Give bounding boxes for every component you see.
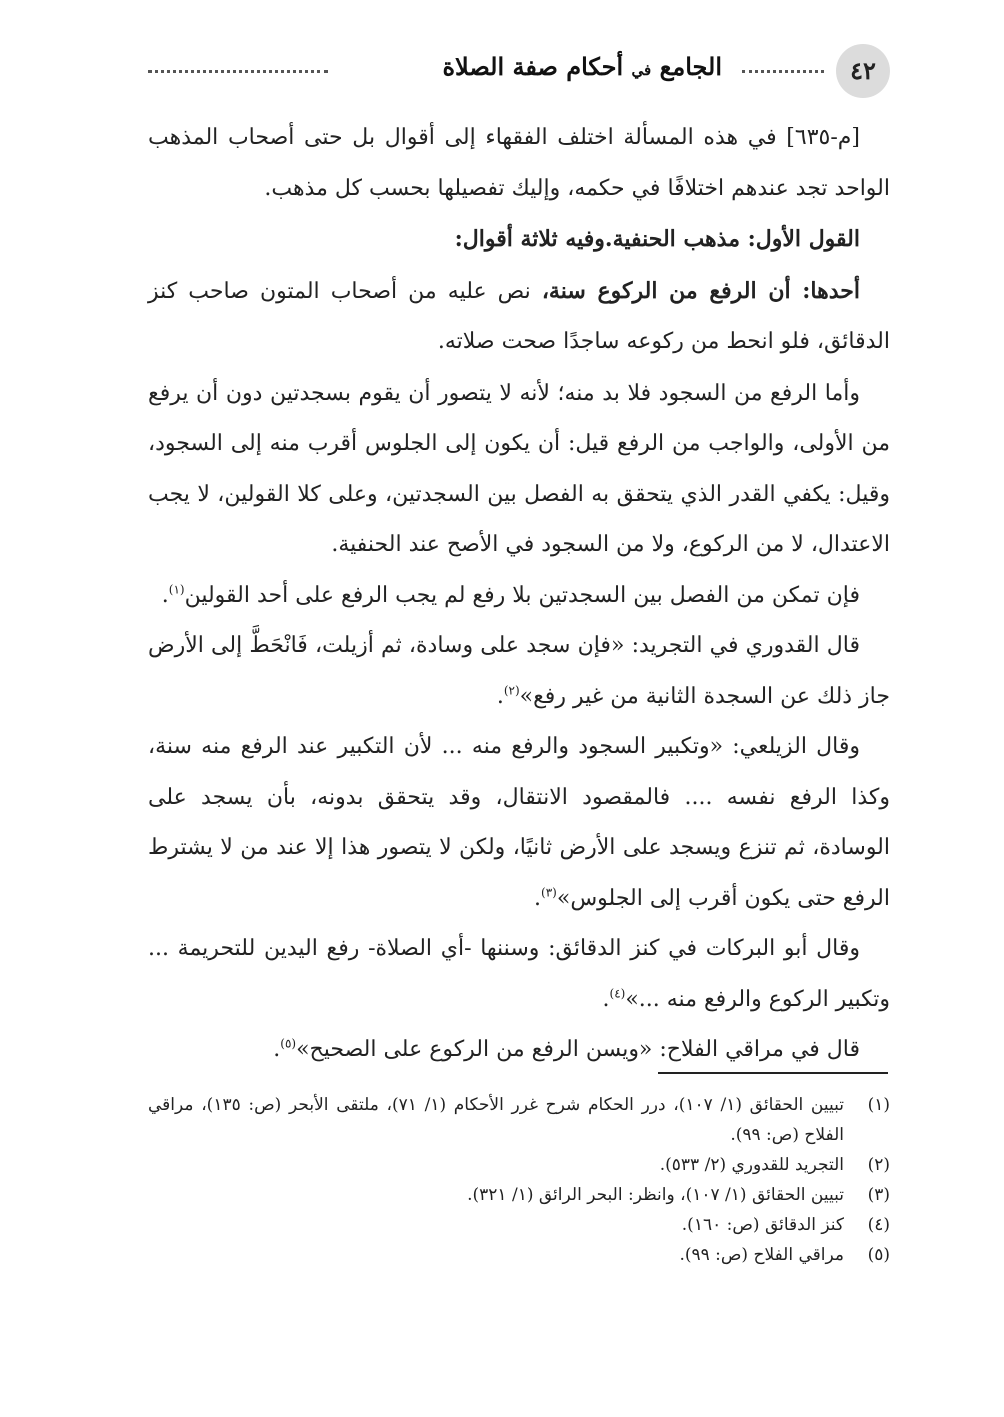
footnote-number: (٣) <box>867 1185 890 1205</box>
page-header <box>148 44 890 100</box>
footnote <box>148 1210 890 1240</box>
paragraph-text: وقال أبو البركات في كنز الدقائق: وسننها -أي الصلاة- رفع اليدين للتحريمة ... وتكبير الركوع والرفع منه ...» <box>148 936 890 1012</box>
book-title-rest: أحكام صفة الصلاة <box>442 52 632 81</box>
paragraph-end: . <box>496 683 504 709</box>
footnote-text: تبيين الحقائق (١/ ١٠٧)، درر الحكام شرح غرر الأحكام (١/ ٧١)، ملتقى الأبحر (ص: ١٣٥)، مراقي الفلاح (ص: ٩٩). <box>148 1095 844 1145</box>
paragraph-text: قال في مراقي الفلاح: «ويسن الرفع من الركوع على الصحيح» <box>296 1037 860 1062</box>
paragraph <box>148 368 890 571</box>
footnote-ref[interactable]: (٢) <box>503 683 520 698</box>
footnote <box>148 1180 890 1210</box>
section-heading: القول الأول: مذهب الحنفية.وفيه ثلاثة أقوال: <box>454 226 860 252</box>
footnote-text: تبيين الحقائق (١/ ١٠٧)، وانظر: البحر الرائق (١/ ٣٢١). <box>467 1185 844 1205</box>
footnote-text: مراقي الفلاح (ص: ٩٩). <box>679 1245 844 1265</box>
paragraph <box>148 1025 890 1076</box>
footnote-ref[interactable]: (٥) <box>280 1036 297 1051</box>
paragraph <box>148 571 890 622</box>
footnote-number: (٢) <box>867 1155 890 1175</box>
footnote <box>148 1150 890 1180</box>
paragraph <box>148 924 890 1025</box>
paragraph <box>148 621 890 722</box>
page-number: ٤٢ <box>836 44 890 98</box>
footnotes <box>148 1090 890 1270</box>
book-title-main: الجامع <box>651 52 722 81</box>
paragraph-end: . <box>273 1037 281 1062</box>
paragraph-text: وأما الرفع من السجود فلا بد منه؛ لأنه لا يتصور أن يقوم بسجدتين دون أن يرفع من الأولى، والواجب من الرفع قيل: أن يكون إلى الجلوس أقرب منه إلى السجود، وقيل: يكفي القدر الذي يتحقق به الفصل بين السجدتين، وعلى كلا القولين، لا يجب الاعتدال، لا من الركوع، ولا من السجود في الأصح عند الحنفية. <box>148 380 890 557</box>
footnote-number: (١) <box>867 1095 890 1115</box>
footnote-text: كنز الدقائق (ص: ١٦٠). <box>681 1215 844 1235</box>
book-title-fi: في <box>631 61 652 79</box>
footnote-ref[interactable]: (٤) <box>609 986 626 1001</box>
header-dots-left <box>148 70 328 73</box>
book-title <box>442 52 722 81</box>
paragraph-end: . <box>534 885 542 911</box>
paragraph <box>148 722 890 924</box>
main-text <box>148 112 890 1076</box>
paragraph-bold-lead: أحدها: أن الرفع من الركوع سنة، <box>541 277 860 304</box>
paragraph-text: [م-٦٣٥] في هذه المسألة اختلف الفقهاء إلى أقوال بل حتى أصحاب المذهب الواحد تجد عندهم اختلافًا في حكمه، وإليك تفصيلها بحسب كل مذهب. <box>148 125 890 201</box>
paragraph-text: نص عليه من أصحاب المتون صاحب كنز الدقائق، فلو انحط من ركوعه ساجدًا صحت صلاته. <box>148 278 890 354</box>
footnote-number: (٥) <box>867 1245 890 1265</box>
paragraph-end: . <box>602 986 610 1012</box>
footnote-number: (٤) <box>867 1215 890 1235</box>
paragraph-end: . <box>161 582 169 608</box>
paragraph-text: وقال الزيلعي: «وتكبير السجود والرفع منه ... لأن التكبير عند الرفع منه سنة، وكذا الرفع نفسه .... فالمقصود الانتقال، وقد يتحقق بدونه، بأن يسجد على الوسادة، ثم تنزع ويسجد على الأرض ثانيًا، ولكن لا يتصور هذا إلا عند من لا يشترط الرفع حتى يكون أقرب إلى الجلوس» <box>148 734 890 911</box>
footnote-ref[interactable]: (١) <box>168 582 185 597</box>
footnote <box>148 1090 890 1150</box>
header-dots-right <box>742 70 824 73</box>
footnote-separator <box>658 1072 888 1074</box>
footnote-text: التجريد للقدوري (٢/ ٥٣٣). <box>659 1155 844 1175</box>
paragraph <box>148 112 890 214</box>
paragraph <box>148 266 890 368</box>
paragraph-text: فإن تمكن من الفصل بين السجدتين بلا رفع لم يجب الرفع على أحد القولين <box>184 582 860 608</box>
paragraph <box>148 214 890 266</box>
footnote <box>148 1240 890 1270</box>
footnote-ref[interactable]: (٣) <box>541 885 557 900</box>
paragraph-text: قال القدوري في التجريد: «فإن سجد على وسادة، ثم أزيلت، فَانْحَطَّ إلى الأرض جاز ذلك عن السجدة الثانية من غير رفع» <box>148 633 890 709</box>
